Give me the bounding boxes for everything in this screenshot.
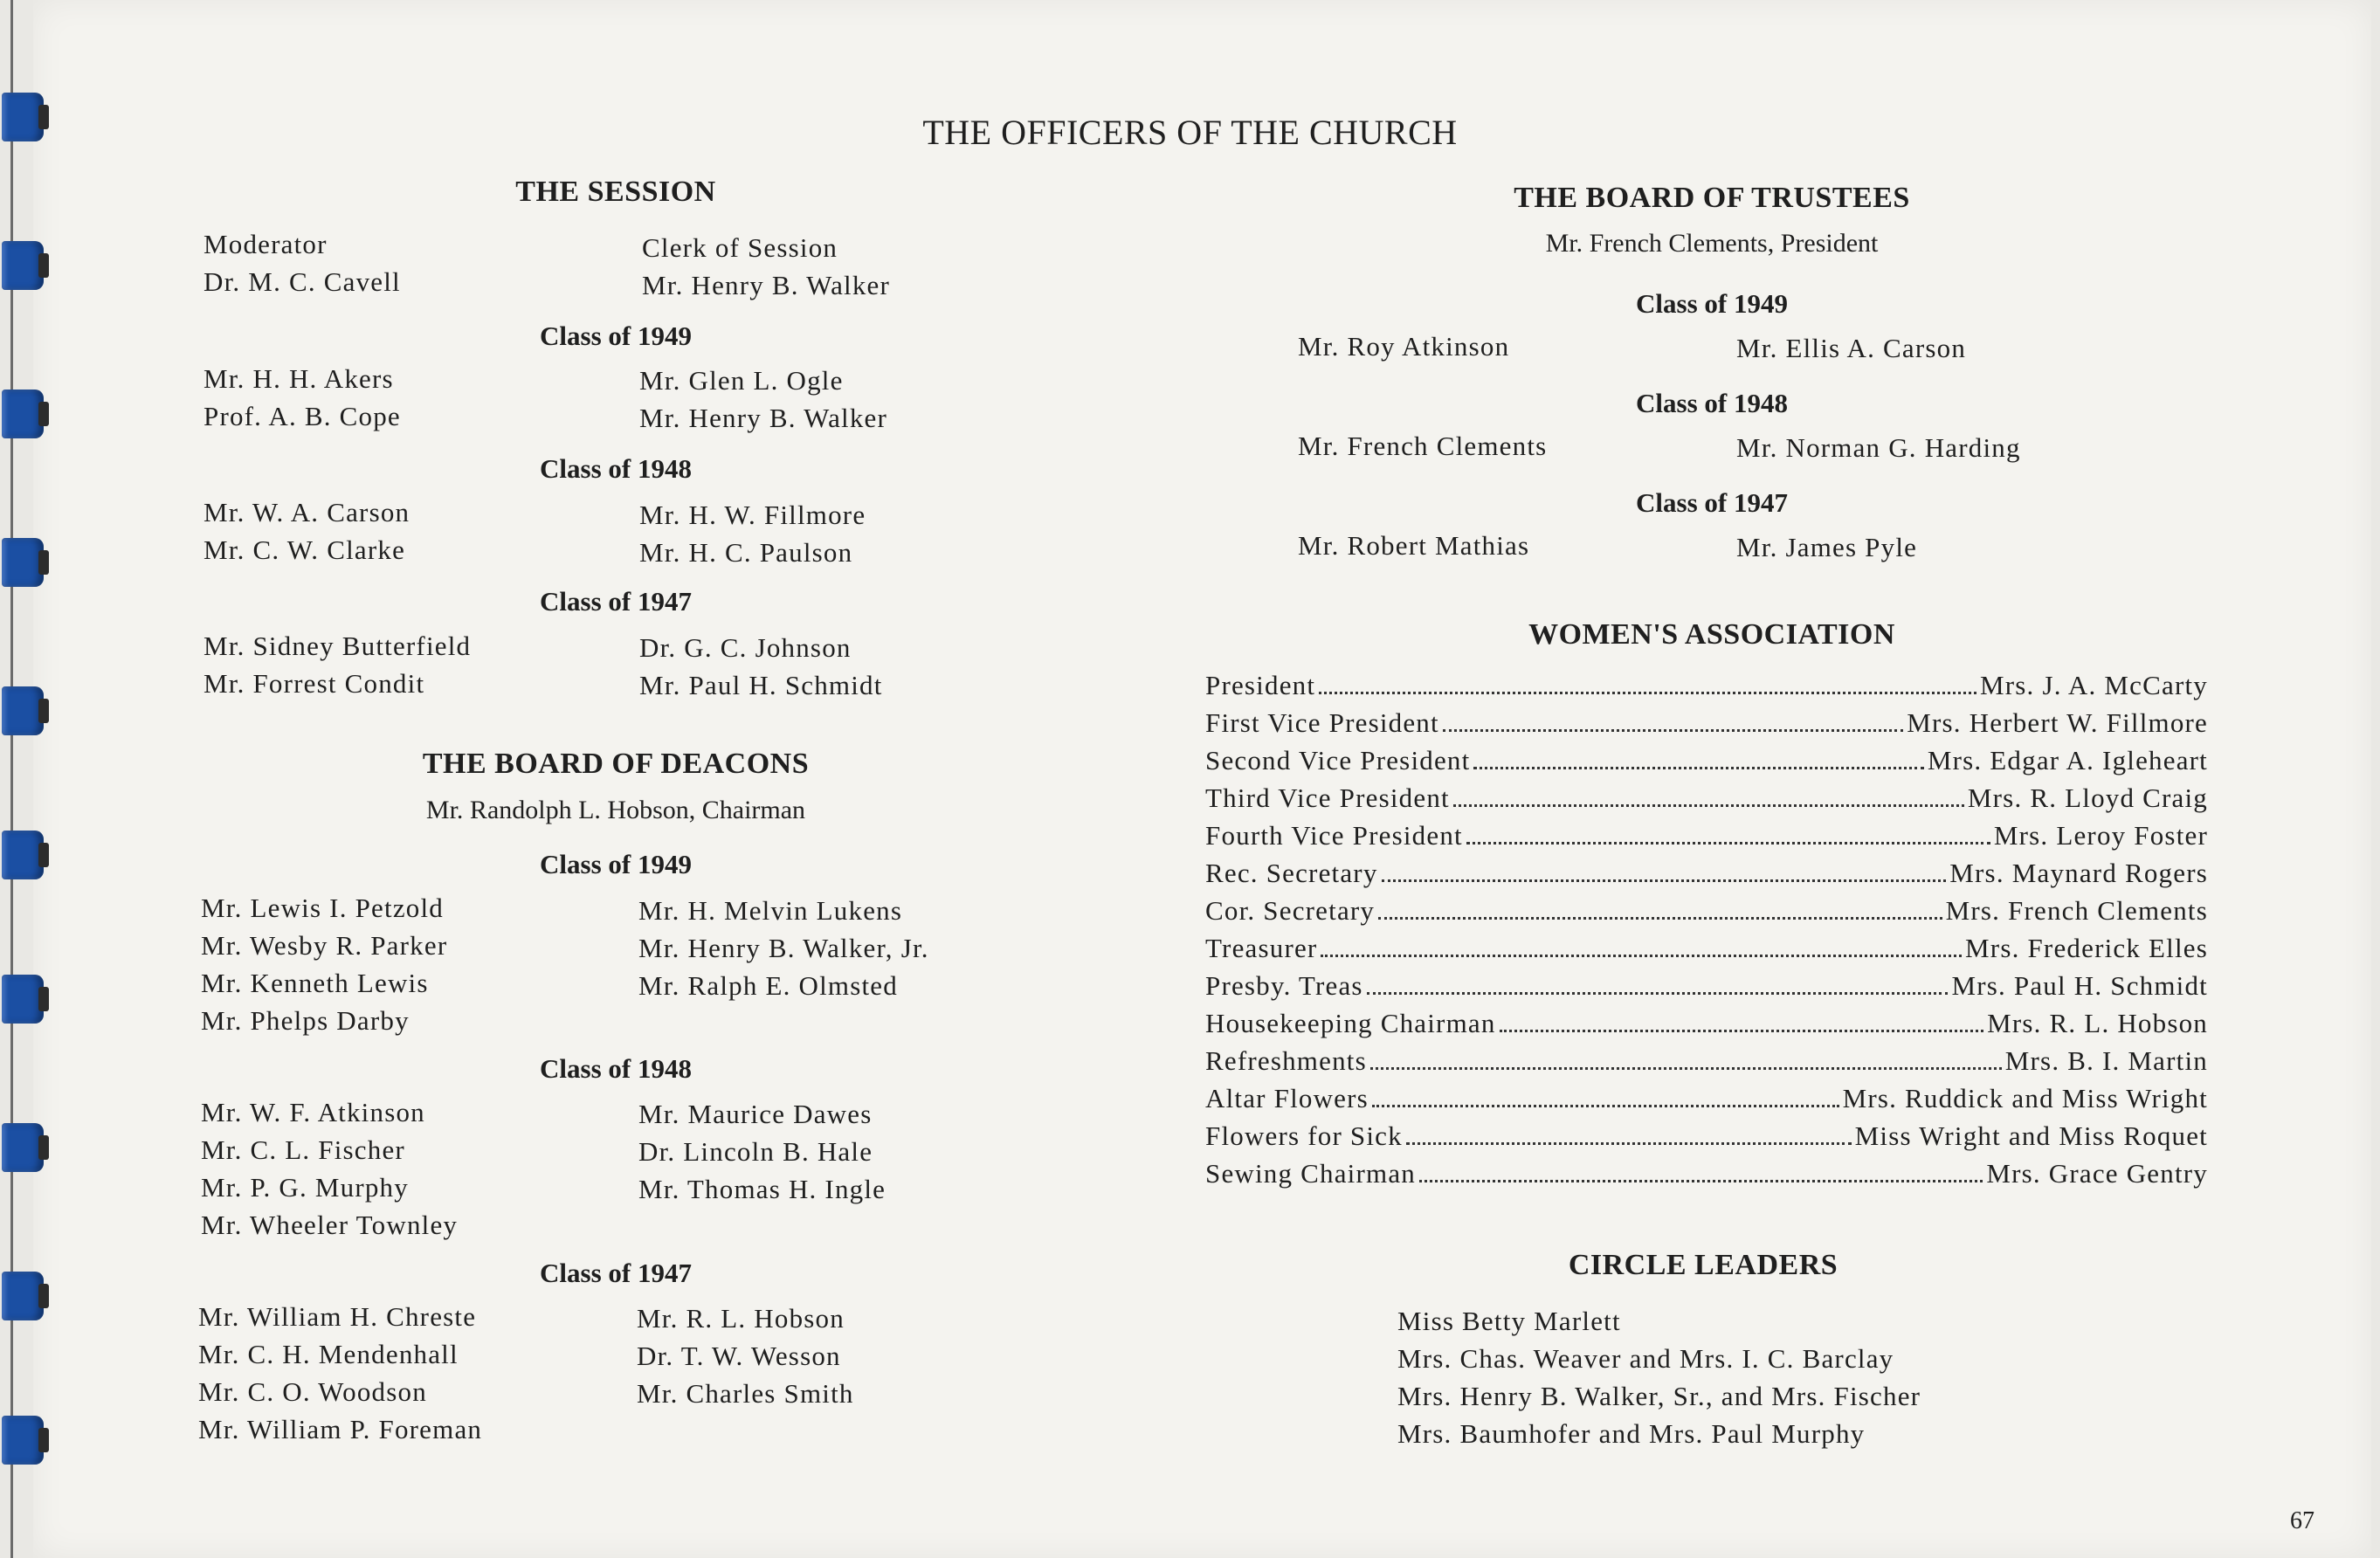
name-column xyxy=(1736,429,2021,466)
member-name: Mr. Ralph E. Olmsted xyxy=(638,970,898,1001)
officer-row xyxy=(1205,1083,2208,1120)
name-column xyxy=(204,360,401,435)
officer-row xyxy=(1205,933,2208,970)
binding-coil xyxy=(0,825,47,881)
name-column xyxy=(637,1299,854,1412)
member-name: Mr. Maurice Dawes xyxy=(638,1099,873,1129)
officer-name: Miss Wright and Miss Roquet xyxy=(1854,1120,2208,1151)
officer-role: Housekeeping Chairman xyxy=(1205,1008,1496,1038)
officer-name: Mrs. Paul H. Schmidt xyxy=(1951,970,2208,1001)
officer-role: President xyxy=(1205,670,1316,700)
member-name: Mr. Wesby R. Parker xyxy=(201,930,448,961)
member-name: Mr. Lewis I. Petzold xyxy=(201,893,444,923)
class-label: Class of 1947 xyxy=(540,586,692,617)
name-column xyxy=(1736,528,1917,566)
member-name: Mr. H. C. Paulson xyxy=(639,537,853,568)
deacons-chairman: Mr. Randolph L. Hobson, Chairman xyxy=(425,796,806,824)
officer-row xyxy=(1205,707,2208,745)
officer-name: Mrs. Maynard Rogers xyxy=(1949,858,2208,888)
officer-name: Mrs. Leroy Foster xyxy=(1993,820,2208,851)
officer-role: Second Vice President xyxy=(1205,745,1471,776)
officer-row xyxy=(1205,970,2208,1008)
member-name: Mr. James Pyle xyxy=(1736,532,1918,562)
session-heading: THE SESSION xyxy=(515,176,716,208)
member-name: Mr. C. H. Mendenhall xyxy=(198,1339,459,1369)
member-name: Mr. French Clements xyxy=(1298,431,1548,461)
trustees-president: Mr. French Clements, President xyxy=(1545,229,1879,258)
class-label: Class of 1949 xyxy=(540,849,692,879)
officer-role: Altar Flowers xyxy=(1205,1083,1369,1113)
officer-role: Third Vice President xyxy=(1205,782,1450,813)
page-title: THE OFFICERS OF THE CHURCH xyxy=(922,113,1458,152)
member-name: Mr. H. H. Akers xyxy=(204,363,394,394)
officer-role: Rec. Secretary xyxy=(1205,858,1378,888)
officer-title: Clerk of Session xyxy=(642,232,838,263)
officer-row xyxy=(1205,745,2208,782)
trustees-heading: THE BOARD OF TRUSTEES xyxy=(1514,182,1910,214)
officer-name: Mrs. Ruddick and Miss Wright xyxy=(1842,1083,2208,1113)
officer-role: Refreshments xyxy=(1205,1045,1367,1076)
member-name: Mr. C. O. Woodson xyxy=(198,1376,427,1407)
officer-row xyxy=(1205,858,2208,895)
member-name: Mr. William P. Foreman xyxy=(198,1414,483,1444)
class-label: Class of 1949 xyxy=(540,321,692,351)
class-label: Class of 1948 xyxy=(1636,388,1788,418)
officer-row xyxy=(1205,1045,2208,1083)
officer-row xyxy=(1205,782,2208,820)
member-name: Mr. Forrest Condit xyxy=(204,668,425,699)
circle-leader: Miss Betty Marlett xyxy=(1397,1306,1621,1336)
officer-role: Sewing Chairman xyxy=(1205,1158,1416,1189)
officer-name: Mrs. B. I. Martin xyxy=(2004,1045,2208,1076)
name-column xyxy=(1298,427,1547,465)
member-name: Mr. H. Melvin Lukens xyxy=(638,895,903,926)
member-name: Mr. William H. Chreste xyxy=(198,1301,477,1332)
name-column xyxy=(201,889,447,1039)
member-name: Mr. Thomas H. Ingle xyxy=(638,1174,886,1204)
officer-row xyxy=(1205,1120,2208,1158)
officer-name: Mrs. R. Lloyd Craig xyxy=(1967,782,2208,813)
officer-name: Dr. M. C. Cavell xyxy=(204,266,401,297)
session-clerk xyxy=(642,229,890,304)
womens-association-heading: WOMEN'S ASSOCIATION xyxy=(1528,618,1895,651)
officer-title: Moderator xyxy=(204,229,328,259)
member-name: Mr. Ellis A. Carson xyxy=(1736,333,1967,363)
deacons-heading: THE BOARD OF DEACONS xyxy=(422,748,810,780)
spiral-binding xyxy=(0,0,51,1558)
circle-leader: Mrs. Henry B. Walker, Sr., and Mrs. Fischer xyxy=(1397,1381,1921,1411)
class-label: Class of 1948 xyxy=(540,1053,692,1084)
officer-name: Mrs. French Clements xyxy=(1945,895,2208,926)
member-name: Mr. Roy Atkinson xyxy=(1298,331,1510,362)
binding-coil xyxy=(0,384,47,440)
binding-coil xyxy=(0,1266,47,1322)
member-name: Mr. Wheeler Townley xyxy=(201,1210,459,1240)
binding-coil xyxy=(0,969,47,1025)
class-label: Class of 1948 xyxy=(540,453,692,484)
member-name: Mr. Sidney Butterfield xyxy=(204,631,472,661)
officer-role: Fourth Vice President xyxy=(1205,820,1463,851)
name-column xyxy=(198,1298,482,1448)
officer-name: Mrs. Grace Gentry xyxy=(1986,1158,2208,1189)
session-moderator xyxy=(204,225,401,300)
officer-name: Mrs. Frederick Elles xyxy=(1965,933,2208,963)
name-column xyxy=(639,629,883,704)
circle-leader: Mrs. Chas. Weaver and Mrs. I. C. Barclay xyxy=(1397,1343,1894,1374)
officer-name: Mr. Henry B. Walker xyxy=(642,270,891,300)
page-number: 67 xyxy=(2290,1507,2314,1534)
officer-role: Cor. Secretary xyxy=(1205,895,1376,926)
class-label: Class of 1947 xyxy=(1636,487,1788,518)
member-name: Mr. Charles Smith xyxy=(637,1378,854,1409)
member-name: Dr. T. W. Wesson xyxy=(637,1341,841,1371)
officer-role: First Vice President xyxy=(1205,707,1439,738)
name-column xyxy=(201,1093,458,1244)
officer-row xyxy=(1205,1158,2208,1196)
member-name: Mr. Glen L. Ogle xyxy=(639,365,844,396)
officer-role: Presby. Treas xyxy=(1205,970,1363,1001)
member-name: Prof. A. B. Cope xyxy=(204,401,401,431)
officer-name: Mrs. J. A. McCarty xyxy=(1980,670,2208,700)
officer-name: Mrs. R. L. Hobson xyxy=(1987,1008,2208,1038)
officer-role: Treasurer xyxy=(1205,933,1318,963)
name-column xyxy=(638,1095,886,1208)
member-name: Dr. Lincoln B. Hale xyxy=(638,1136,873,1167)
member-name: Mr. Robert Mathias xyxy=(1298,530,1530,561)
binding-coil xyxy=(0,681,47,737)
member-name: Mr. W. F. Atkinson xyxy=(201,1097,425,1127)
name-column xyxy=(1736,329,1966,367)
member-name: Mr. Paul H. Schmidt xyxy=(639,670,883,700)
circle-leaders-heading: CIRCLE LEADERS xyxy=(1568,1249,1838,1281)
class-label: Class of 1949 xyxy=(1636,288,1788,319)
member-name: Mr. P. G. Murphy xyxy=(201,1172,409,1203)
name-column xyxy=(639,362,887,437)
member-name: Mr. W. A. Carson xyxy=(204,497,410,527)
binding-coil xyxy=(0,236,47,292)
member-name: Mr. C. L. Fischer xyxy=(201,1134,405,1165)
officer-name: Mrs. Herbert W. Fillmore xyxy=(1907,707,2208,738)
circle-leaders-list xyxy=(1397,1302,1921,1452)
name-column xyxy=(638,892,929,1004)
circle-leader: Mrs. Baumhofer and Mrs. Paul Murphy xyxy=(1397,1418,1866,1449)
officer-name: Mrs. Edgar A. Igleheart xyxy=(1927,745,2208,776)
class-label: Class of 1947 xyxy=(540,1258,692,1288)
officer-row xyxy=(1205,820,2208,858)
member-name: Mr. C. W. Clarke xyxy=(204,534,406,565)
binding-coil xyxy=(0,1118,47,1174)
member-name: Mr. Norman G. Harding xyxy=(1736,432,2021,463)
officer-role: Flowers for Sick xyxy=(1205,1120,1403,1151)
name-column xyxy=(204,493,410,569)
name-column xyxy=(1298,327,1509,365)
name-column xyxy=(204,627,471,702)
officer-row xyxy=(1205,1008,2208,1045)
name-column xyxy=(1298,527,1529,564)
name-column xyxy=(639,496,866,571)
member-name: Mr. Phelps Darby xyxy=(201,1005,410,1036)
binding-coil xyxy=(0,1410,47,1466)
member-name: Mr. Henry B. Walker xyxy=(639,403,888,433)
officer-row xyxy=(1205,670,2208,707)
officer-row xyxy=(1205,895,2208,933)
member-name: Mr. H. W. Fillmore xyxy=(639,500,866,530)
member-name: Mr. Henry B. Walker, Jr. xyxy=(638,933,929,963)
member-name: Dr. G. C. Johnson xyxy=(639,632,852,663)
binding-coil xyxy=(0,533,47,589)
member-name: Mr. R. L. Hobson xyxy=(637,1303,845,1334)
member-name: Mr. Kenneth Lewis xyxy=(201,968,429,998)
